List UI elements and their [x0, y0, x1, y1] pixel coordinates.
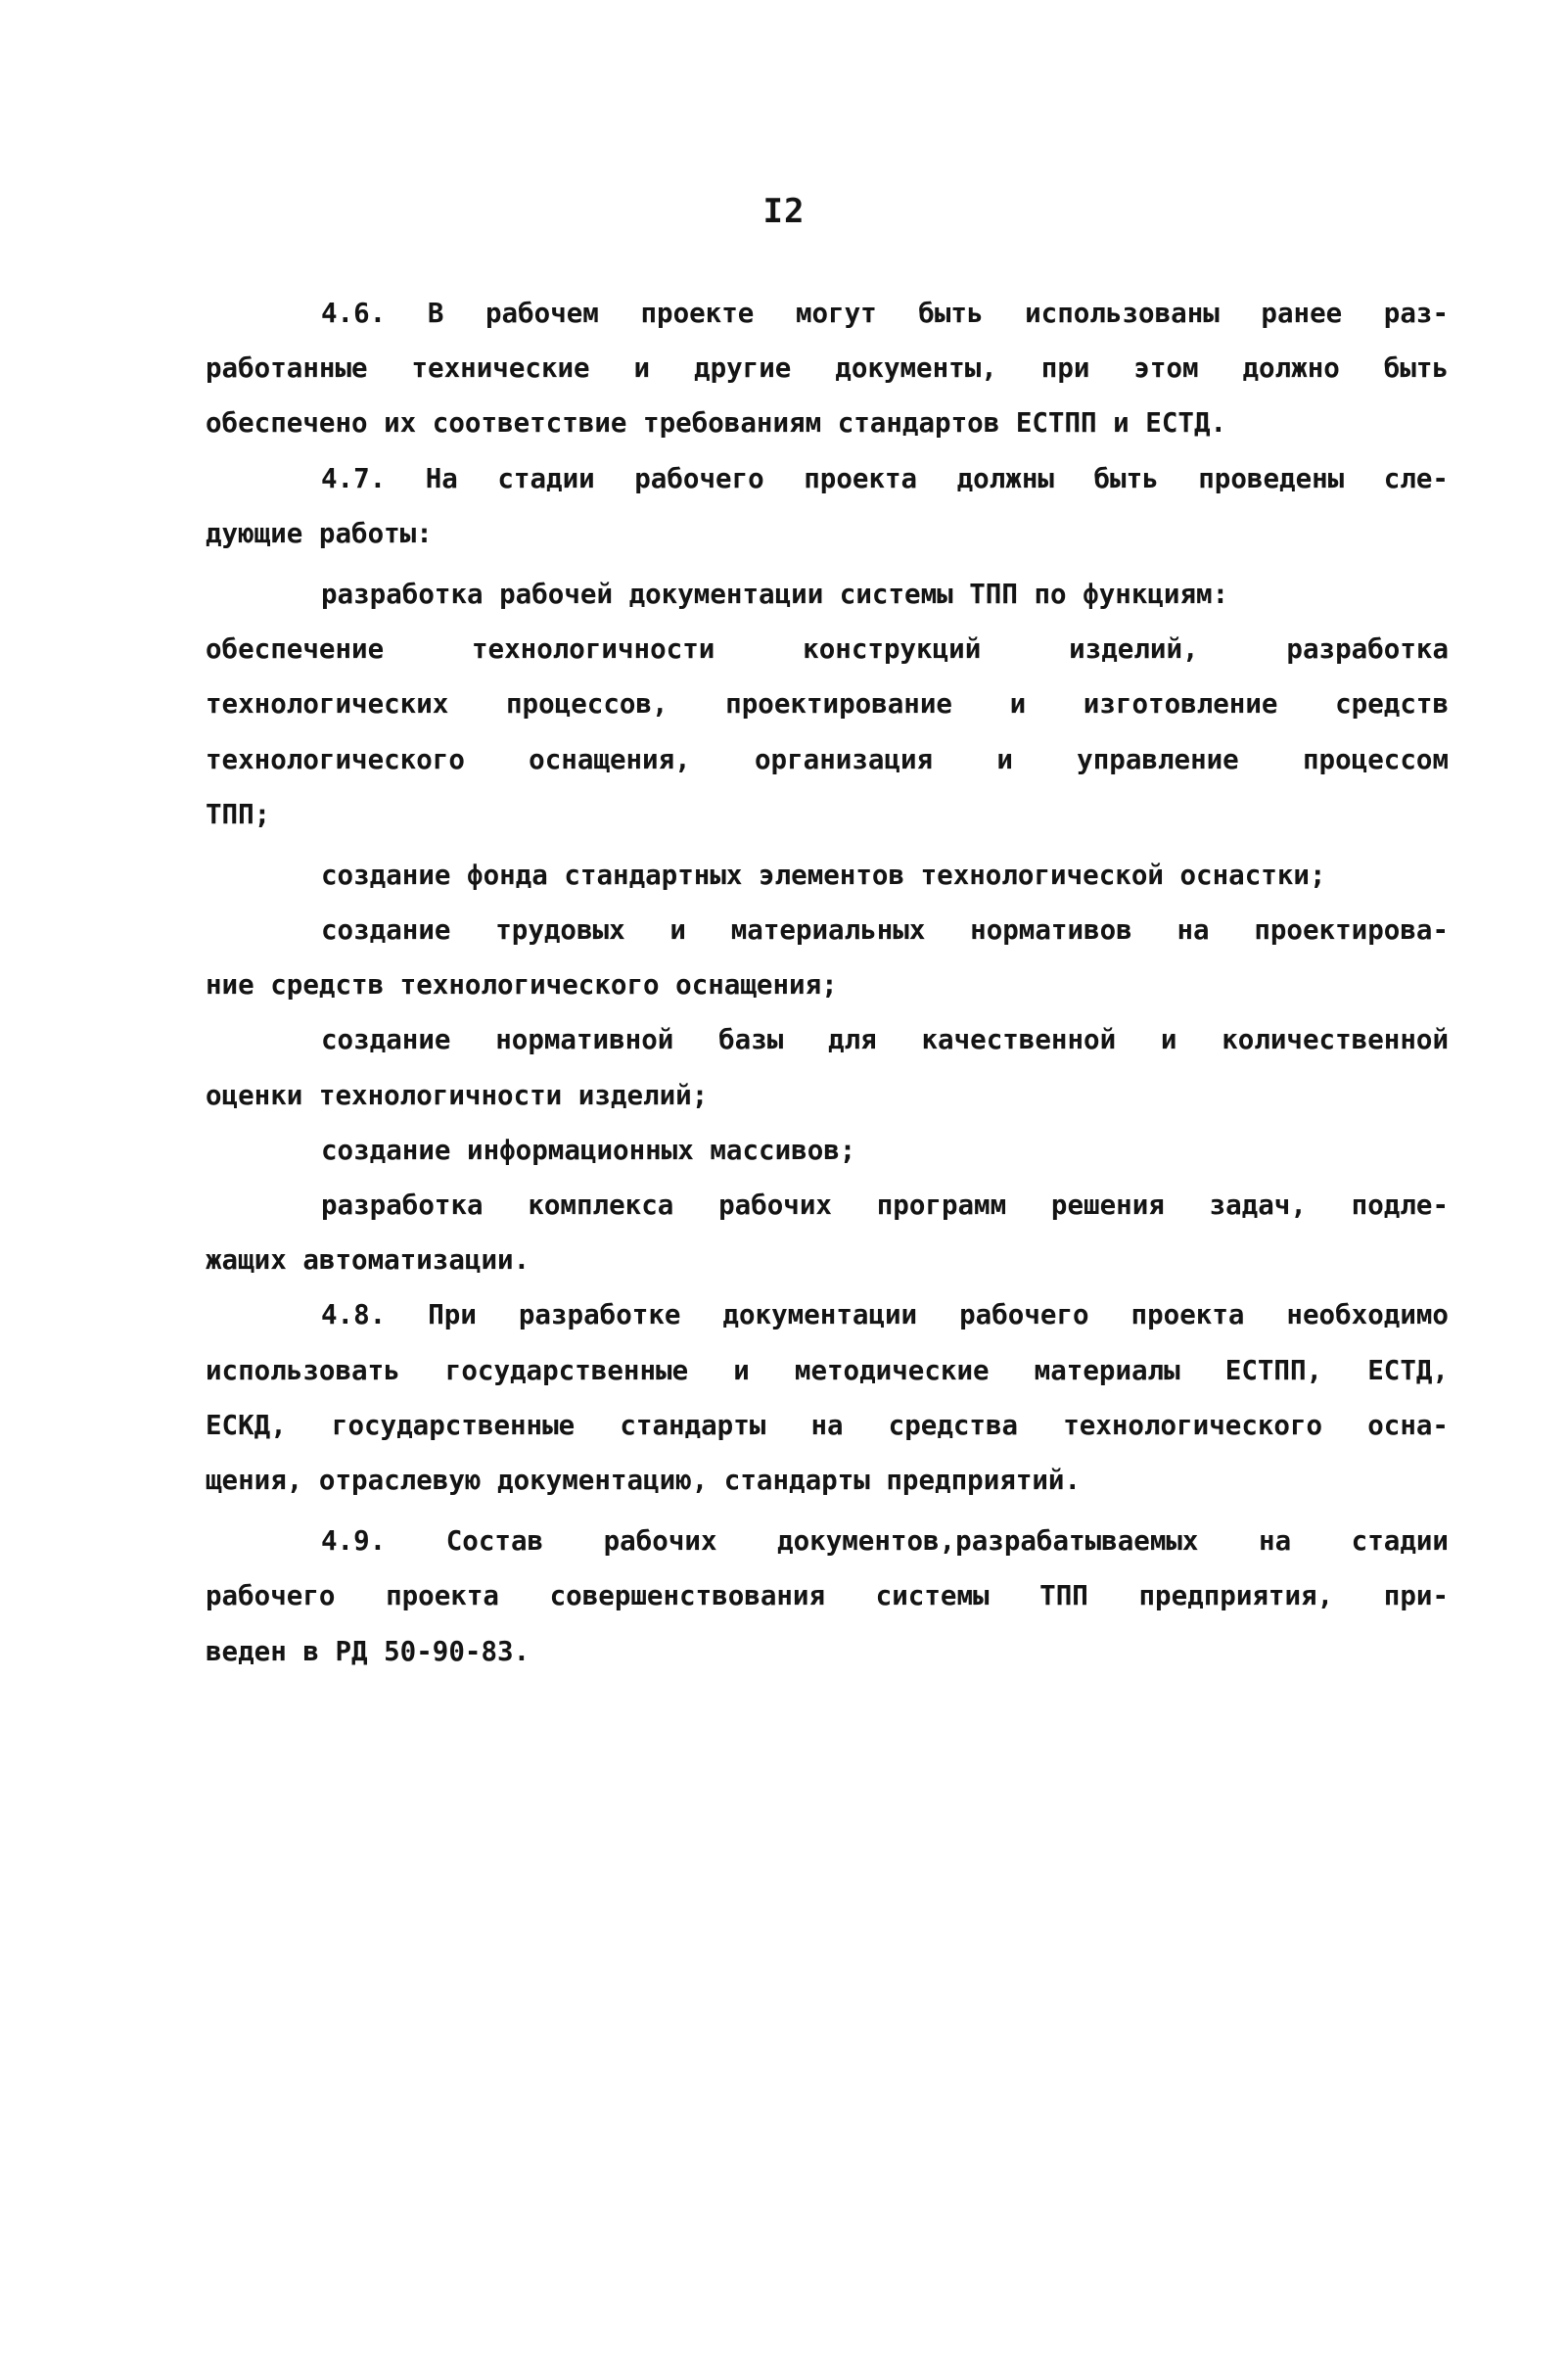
list-item-line: ние средств технологического оснащения;	[206, 969, 838, 1002]
paragraph-4-6-line-1: 4.6. В рабочем проекте могут быть использованы ранее раз-	[321, 298, 1449, 329]
paragraph-4-6-line-3: обеспечено их соответствие требованиям стандартов ЕСТПП и ЕСТД.	[206, 407, 1227, 440]
list-item-line: разработка комплекса рабочих программ решения задач, подле-	[321, 1190, 1449, 1221]
list-item-line: создание фонда стандартных элементов технологической оснастки;	[321, 859, 1326, 891]
paragraph-4-8-line-3: ЕСКД, государственные стандарты на средства технологического осна-	[206, 1409, 1449, 1441]
paragraph-4-9-line-3: веден в РД 50-90-83.	[206, 1635, 530, 1667]
list-item-line: создание трудовых и материальных нормативов на проектирова-	[321, 914, 1449, 947]
page-number: I2	[762, 192, 806, 231]
paragraph-4-8-line-1: 4.8. При разработке документации рабочего проекта необходимо	[321, 1299, 1449, 1331]
list-item-line: ТПП;	[206, 798, 271, 830]
list-item-line: технологического оснащения, организация и управление процессом	[206, 743, 1449, 775]
paragraph-4-7-line-1: 4.7. На стадии рабочего проекта должны быть проведены сле-	[321, 462, 1449, 494]
paragraph-4-8-line-2: использовать государственные и методические материалы ЕСТПП, ЕСТД,	[206, 1354, 1449, 1386]
list-item-line: создание нормативной базы для качественной и количественной	[321, 1024, 1449, 1056]
paragraph-4-9-line-1: 4.9. Состав рабочих документов,разрабатываемых на стадии	[321, 1525, 1449, 1558]
paragraph-4-8-line-4: щения, отраслевую документацию, стандарты предприятий.	[206, 1464, 1082, 1496]
body-text	[206, 286, 1449, 1679]
list-item-line: обеспечение технологичности конструкций изделий, разработка	[206, 633, 1449, 666]
paragraph-4-7-line-2: дующие работы:	[206, 517, 433, 549]
paragraph-4-9-line-2: рабочего проекта совершенствования системы ТПП предприятия, при-	[206, 1580, 1449, 1612]
list-item-line: технологических процессов, проектирование и изготовление средств	[206, 688, 1449, 721]
list-item-line: разработка рабочей документации системы ТПП по функциям:	[321, 578, 1229, 610]
list-item-line: создание информационных массивов;	[321, 1134, 856, 1166]
list-item-line: оценки технологичности изделий;	[206, 1079, 709, 1111]
list-item-line: жащих автоматизации.	[206, 1244, 530, 1277]
paragraph-4-6-line-2: работанные технические и другие документы, при этом должно быть	[206, 352, 1449, 385]
